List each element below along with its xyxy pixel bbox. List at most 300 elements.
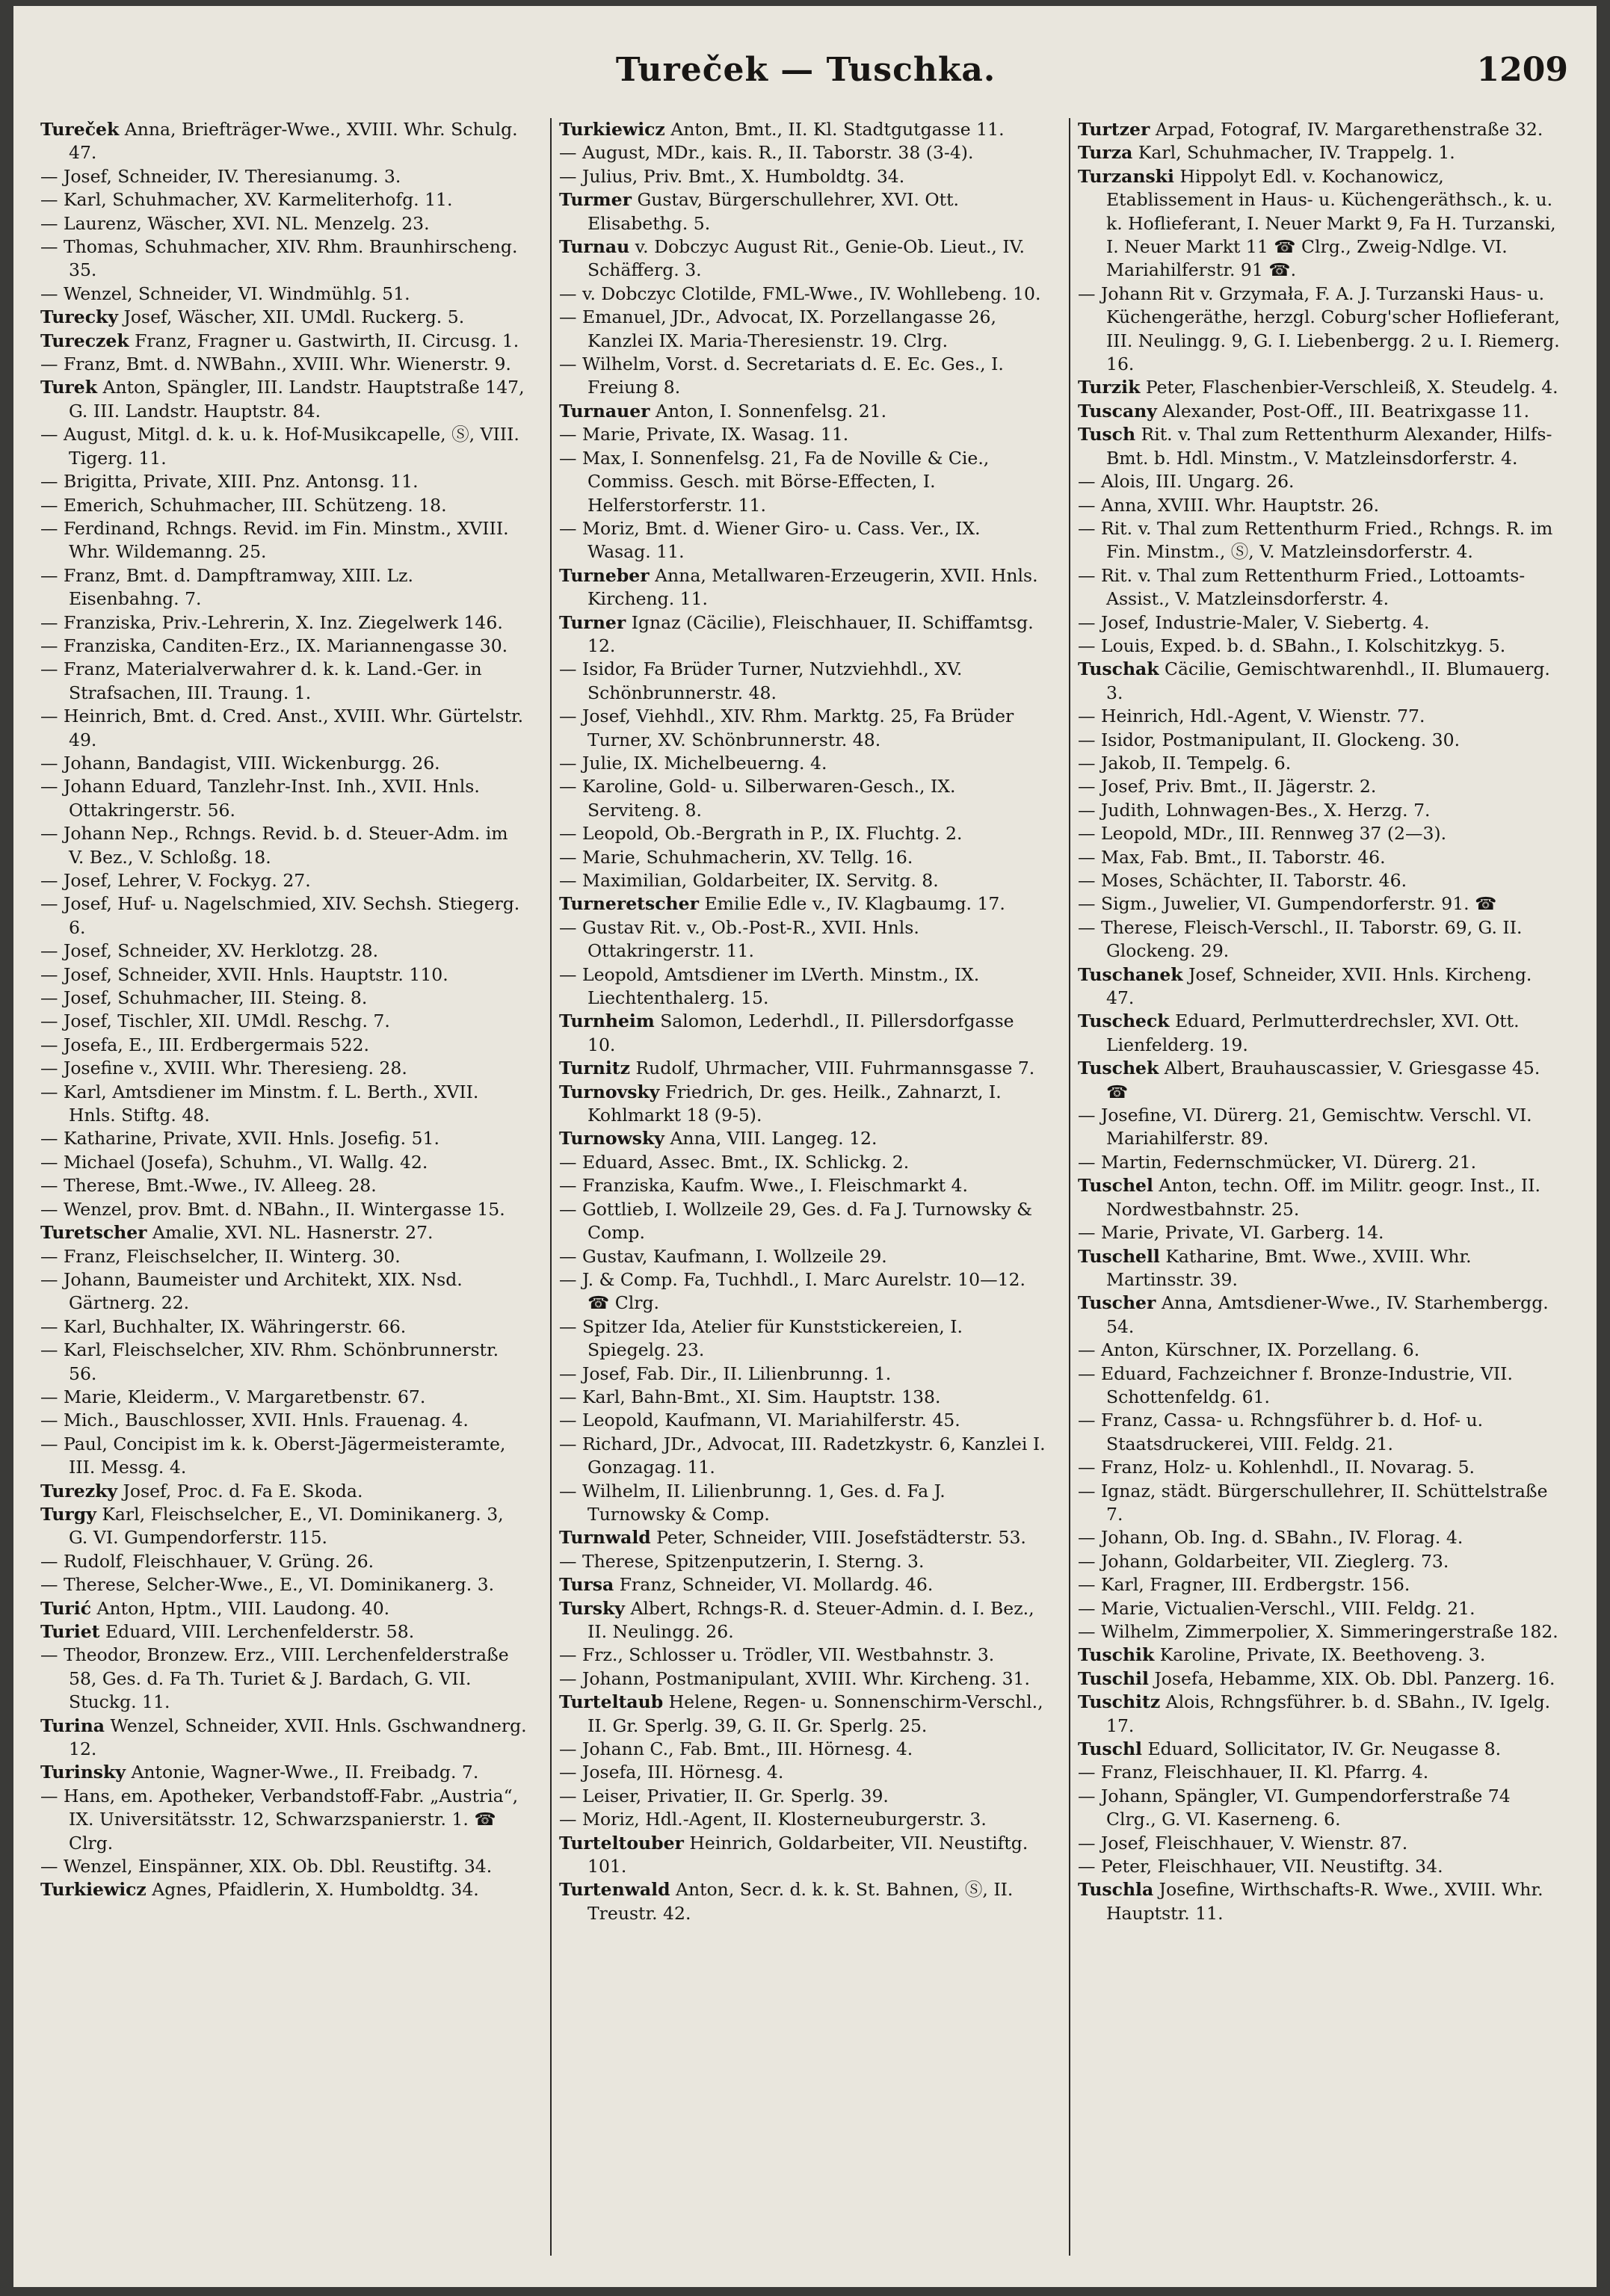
- directory-entry: [40, 611, 528, 635]
- directory-entry: [559, 1832, 1046, 1879]
- directory-entry: [1078, 494, 1565, 517]
- directory-entry: [559, 1315, 1046, 1363]
- entry-details: Peter, Schneider, VIII. Josefstädterstr. 53.: [650, 1527, 1026, 1549]
- entry-surname: Turinsky: [40, 1762, 126, 1783]
- entry-details: Heinrich, Goldarbeiter, VII. Neustiftg. 101.: [587, 1832, 1028, 1877]
- directory-entry: [40, 330, 528, 353]
- entry-surname: Tureczek: [40, 330, 129, 351]
- entry-surname: Turnovsky: [559, 1081, 660, 1102]
- entry-details: — Anton, Kürschner, IX. Porzellang. 6.: [1078, 1339, 1420, 1361]
- entry-details: Anton, Bmt., II. Kl. Stadtgutgasse 11.: [664, 119, 1005, 140]
- entry-details: — Gottlieb, I. Wollzeile 29, Ges. d. Fa J. Turnowsky & Comp.: [559, 1198, 1032, 1244]
- directory-entry: [1078, 1785, 1565, 1832]
- directory-entry: [1078, 611, 1565, 635]
- entry-details: Salomon, Lederhdl., II. Pillersdorfgasse 10.: [587, 1010, 1014, 1055]
- directory-entry: [1078, 470, 1565, 493]
- entry-surname: Tuschitz: [1078, 1691, 1161, 1713]
- directory-entry: [559, 869, 1046, 892]
- entry-surname: Turezky: [40, 1480, 118, 1502]
- directory-entry: [559, 1550, 1046, 1573]
- directory-entry: [40, 1315, 528, 1339]
- entry-details: — Michael (Josefa), Schuhm., VI. Wallg. 42.: [40, 1151, 428, 1173]
- entry-surname: Tuscheck: [1078, 1010, 1170, 1032]
- entry-details: — Josef, Schneider, IV. Theresianumg. 3.: [40, 165, 401, 187]
- entry-details: — Johann C., Fab. Bmt., III. Hörnesg. 4.: [559, 1738, 913, 1760]
- entry-details: — Marie, Private, VI. Garberg. 14.: [1078, 1222, 1384, 1244]
- directory-entry: [559, 1761, 1046, 1784]
- entry-details: — Isidor, Fa Brüder Turner, Nutzviehhdl., XV. Schönbrunnerstr. 48.: [559, 658, 963, 703]
- entry-details: Eduard, Sollicitator, IV. Gr. Neugasse 8.: [1141, 1738, 1502, 1760]
- directory-entry: [559, 1644, 1046, 1667]
- entry-details: — Franz, Bmt. d. NWBahn., XVIII. Whr. Wienerstr. 9.: [40, 354, 511, 375]
- directory-entry: [40, 963, 528, 987]
- directory-entry: [559, 1785, 1046, 1808]
- directory-entry: [40, 353, 528, 376]
- directory-entry: [1078, 1832, 1565, 1855]
- entry-details: — Therese, Fleisch-Verschl., II. Taborstr. 69, G. II. Glockeng. 29.: [1078, 916, 1523, 962]
- directory-entry: [40, 1644, 528, 1714]
- entry-surname: Turtzer: [1078, 119, 1150, 140]
- entry-surname: Turina: [40, 1715, 105, 1736]
- entry-details: Josef, Wäscher, XII. UMdl. Ruckerg. 5.: [118, 306, 465, 328]
- entry-details: — Julie, IX. Michelbeuerng. 4.: [559, 752, 827, 774]
- entry-details: — Leopold, Kaufmann, VI. Mariahilferstr. 45.: [559, 1410, 960, 1431]
- directory-entry: [1078, 517, 1565, 564]
- directory-entry: [40, 470, 528, 493]
- entry-details: Josefa, Hebamme, XIX. Ob. Dbl. Panzerg. 16.: [1148, 1667, 1555, 1689]
- entry-details: — Eduard, Assec. Bmt., IX. Schlickg. 2.: [559, 1151, 910, 1173]
- directory-entry: [559, 283, 1046, 306]
- directory-entry: [1078, 165, 1565, 283]
- directory-entry: [40, 1339, 528, 1386]
- directory-entry: [1078, 1620, 1565, 1644]
- entry-details: — Josef, Fleischhauer, V. Wienstr. 87.: [1078, 1832, 1408, 1854]
- entry-surname: Turneretscher: [559, 893, 699, 915]
- entry-details: — Brigitta, Private, XIII. Pnz. Antonsg. 11.: [40, 471, 419, 493]
- directory-entry: [40, 1198, 528, 1221]
- entry-details: Agnes, Pfaidlerin, X. Humboldtg. 34.: [146, 1879, 479, 1901]
- entry-details: — Karoline, Gold- u. Silberwaren-Gesch., IX. Serviteng. 8.: [559, 776, 956, 821]
- entry-surname: Turnitz: [559, 1058, 631, 1079]
- entry-details: — Alois, III. Ungarg. 26.: [1078, 471, 1295, 493]
- column-divider: [550, 118, 552, 2256]
- directory-entry: [559, 705, 1046, 752]
- directory-entry: [559, 1127, 1046, 1150]
- entry-details: — Marie, Schuhmacherin, XV. Tellg. 16.: [559, 846, 913, 868]
- directory-entry: [40, 1597, 528, 1620]
- directory-entry: [40, 165, 528, 188]
- entry-details: Arpad, Fotograf, IV. Margarethenstraße 32.: [1150, 119, 1543, 140]
- entry-details: Anna, Amtsdiener-Wwe., IV. Starhembergg. 54.: [1106, 1292, 1549, 1337]
- directory-entry: [40, 1174, 528, 1197]
- entry-surname: Turnowsky: [559, 1128, 664, 1149]
- entry-details: Anton, techn. Off. im Militr. geogr. Inst., II. Nordwestbahnstr. 25.: [1106, 1175, 1540, 1220]
- directory-entry: [1078, 423, 1565, 470]
- directory-entry: [559, 892, 1046, 916]
- directory-entry: [40, 987, 528, 1010]
- directory-entry: [1078, 1667, 1565, 1691]
- entry-details: — Franz, Cassa- u. Rchngsführer b. d. Hof- u. Staatsdruckerei, VIII. Feldg. 21.: [1078, 1410, 1484, 1454]
- directory-entry: [40, 939, 528, 963]
- entry-surname: Tuscany: [1078, 400, 1157, 422]
- directory-entry: [40, 752, 528, 775]
- entry-details: Hippolyt Edl. v. Kochanowicz, Etablissement in Haus- u. Küchengeräthsch., k. u. k. Hoflieferant, I. Neuer Markt 9, Fa H. Turzanski, I. Neuer Markt 11 ☎ Clrg., Zweig-Ndlge. VI. Mariahilferstr. 91 ☎.: [1106, 165, 1556, 281]
- directory-entry: [1078, 775, 1565, 798]
- directory-entry: [40, 494, 528, 517]
- directory-entry: [559, 1526, 1046, 1549]
- directory-entry: [559, 1691, 1046, 1738]
- entry-details: — Louis, Exped. b. d. SBahn., I. Kolschitzkyg. 5.: [1078, 635, 1506, 656]
- directory-entry: [559, 165, 1046, 188]
- entry-details: — Karl, Fleischselcher, XIV. Rhm. Schönbrunnerstr. 56.: [40, 1339, 499, 1384]
- entry-details: Rudolf, Uhrmacher, VIII. Fuhrmannsgasse 7.: [630, 1058, 1035, 1079]
- entry-surname: Turić: [40, 1597, 92, 1619]
- directory-entry: [1078, 729, 1565, 752]
- directory-entry: [1078, 1573, 1565, 1596]
- entry-details: Eduard, Perlmutterdrechsler, XVI. Ott. Lienfelderg. 19.: [1106, 1010, 1520, 1055]
- entry-details: — Marie, Victualien-Verschl., VIII. Feldg. 21.: [1078, 1597, 1475, 1619]
- directory-entry: [1078, 1104, 1565, 1151]
- entry-surname: Turnauer: [559, 400, 650, 422]
- entry-surname: Turtenwald: [559, 1879, 670, 1901]
- entry-surname: Turecky: [40, 306, 118, 328]
- entry-details: Albert, Brauhauscassier, V. Griesgasse 45. ☎: [1106, 1058, 1540, 1102]
- entry-details: — Karl, Amtsdiener im Minstm. f. L. Berth., XVII. Hnls. Stiftg. 48.: [40, 1081, 479, 1126]
- entry-details: — Franziska, Kaufm. Wwe., I. Fleischmarkt 4.: [559, 1175, 968, 1197]
- directory-entry: [1078, 1292, 1565, 1339]
- entry-surname: Tuschil: [1078, 1667, 1149, 1689]
- entry-details: — Heinrich, Hdl.-Agent, V. Wienstr. 77.: [1078, 706, 1425, 727]
- directory-entry: [1078, 1057, 1565, 1104]
- directory-entry: [40, 1550, 528, 1573]
- directory-entry: [1078, 1597, 1565, 1620]
- entry-details: Karl, Fleischselcher, E., VI. Dominikanerg. 3, G. VI. Gumpendorferstr. 115.: [69, 1503, 504, 1549]
- directory-entry: [40, 376, 528, 423]
- directory-entry: [1078, 1339, 1565, 1362]
- entry-surname: Tuschek: [1078, 1058, 1159, 1079]
- entry-details: Rit. v. Thal zum Rettenthurm Alexander, Hilfs-Bmt. b. Hdl. Minstm., V. Matzleinsdorferstr. 4.: [1106, 424, 1552, 469]
- entry-details: — Spitzer Ida, Atelier für Kunststickereien, I. Spiegelg. 23.: [559, 1315, 963, 1361]
- entry-details: — Heinrich, Bmt. d. Cred. Anst., XVIII. Whr. Gürtelstr. 49.: [40, 706, 524, 750]
- directory-entry: [559, 141, 1046, 164]
- entry-details: — Maximilian, Goldarbeiter, IX. Servitg. 8.: [559, 870, 939, 891]
- entry-details: — Johann Nep., Rchngs. Revid. b. d. Steuer-Adm. im V. Bez., V. Schloßg. 18.: [40, 823, 508, 868]
- entry-details: — Rit. v. Thal zum Rettenthurm Fried., Rchngs. R. im Fin. Minstm., Ⓢ, V. Matzleinsdorferstr. 4.: [1078, 517, 1553, 563]
- column-divider: [1069, 118, 1070, 2256]
- entry-details: Katharine, Bmt. Wwe., XVIII. Whr. Martinsstr. 39.: [1106, 1245, 1472, 1290]
- entry-details: — Karl, Fragner, III. Erdbergstr. 156.: [1078, 1574, 1410, 1596]
- entry-details: — Johann, Bandagist, VIII. Wickenburgg. 26.: [40, 752, 440, 774]
- entry-details: — Josefine, VI. Dürerg. 21, Gemischtw. Verschl. VI. Mariahilferstr. 89.: [1078, 1105, 1532, 1149]
- directory-entry: [1078, 1363, 1565, 1410]
- entry-details: — Paul, Concipist im k. k. Oberst-Jägermeisteramte, III. Messg. 4.: [40, 1433, 506, 1478]
- entry-surname: Turkiewicz: [40, 1879, 146, 1901]
- entry-details: Wenzel, Schneider, XVII. Hnls. Gschwandnerg. 12.: [69, 1715, 527, 1760]
- entry-details: Peter, Flaschenbier-Verschleiß, X. Steudelg. 4.: [1140, 377, 1558, 398]
- entry-details: Karl, Schuhmacher, IV. Trappelg. 1.: [1132, 142, 1455, 164]
- entry-details: Karoline, Private, IX. Beethoveng. 3.: [1154, 1644, 1486, 1666]
- entry-details: — Johann, Postmanipulant, XVIII. Whr. Kircheng. 31.: [559, 1667, 1030, 1689]
- entry-surname: Tursky: [559, 1597, 625, 1619]
- directory-entry: [40, 1034, 528, 1057]
- directory-entry: [559, 447, 1046, 517]
- directory-entry: [1078, 1456, 1565, 1479]
- directory-entry: [40, 1855, 528, 1878]
- directory-entry: [1078, 752, 1565, 775]
- directory-entry: [40, 306, 528, 329]
- entry-surname: Tursa: [559, 1574, 614, 1596]
- entry-details: — Josef, Industrie-Maler, V. Siebertg. 4.: [1078, 611, 1430, 633]
- entry-details: — Laurenz, Wäscher, XVI. NL. Menzelg. 23.: [40, 212, 430, 234]
- directory-entry: [1078, 118, 1565, 141]
- directory-entry: [559, 118, 1046, 141]
- entry-details: Franz, Fragner u. Gastwirth, II. Circusg. 1.: [129, 330, 519, 351]
- entry-details: Anton, Hptm., VIII. Laudong. 40.: [91, 1597, 390, 1619]
- entry-details: Anna, Metallwaren-Erzeugerin, XVII. Hnls. Kircheng. 11.: [587, 564, 1038, 610]
- entry-details: — Josefine v., XVIII. Whr. Theresieng. 28.: [40, 1058, 407, 1079]
- entry-details: Josef, Schneider, XVII. Hnls. Kircheng. 47.: [1106, 963, 1532, 1009]
- directory-entry: [1078, 1010, 1565, 1057]
- entry-details: — Hans, em. Apotheker, Verbandstoff-Fabr. „Austria“, IX. Universitätsstr. 12, Schwarzspanierstr. 1. ☎ Clrg.: [40, 1785, 519, 1854]
- entry-details: — August, MDr., kais. R., II. Taborstr. 38 (3-4).: [559, 142, 974, 164]
- directory-entry: [559, 611, 1046, 658]
- entry-details: — Karl, Buchhalter, IX. Währingerstr. 66.: [40, 1315, 407, 1337]
- directory-entry: [559, 1573, 1046, 1596]
- directory-entry: [1078, 869, 1565, 892]
- directory-entry: [559, 1057, 1046, 1080]
- entry-surname: Turnheim: [559, 1010, 655, 1032]
- entry-surname: Turnau: [559, 236, 630, 258]
- entry-surname: Turteltaub: [559, 1691, 664, 1713]
- directory-entry: [40, 1127, 528, 1150]
- directory-entry: [1078, 916, 1565, 963]
- directory-entry: [1078, 1409, 1565, 1456]
- directory-entry: [559, 846, 1046, 869]
- directory-entry: [1078, 658, 1565, 705]
- entry-details: Anton, I. Sonnenfelsg. 21.: [650, 400, 887, 422]
- entry-details: — Wenzel, Einspänner, XIX. Ob. Dbl. Reustiftg. 34.: [40, 1856, 493, 1877]
- entry-surname: Tuschel: [1078, 1175, 1153, 1197]
- entry-details: — Rit. v. Thal zum Rettenthurm Fried., Lottoamts-Assist., V. Matzleinsdorferstr. 4.: [1078, 564, 1526, 610]
- directory-entry: [1078, 1738, 1565, 1761]
- entry-details: — Franz, Holz- u. Kohlenhdl., II. Novarag. 5.: [1078, 1457, 1475, 1478]
- directory-entry: [1078, 283, 1565, 377]
- directory-entry: [559, 1597, 1046, 1644]
- directory-entry: [40, 869, 528, 892]
- entry-details: — Johann, Ob. Ing. d. SBahn., IV. Florag. 4.: [1078, 1527, 1464, 1549]
- directory-entry: [559, 400, 1046, 423]
- entry-details: — Leopold, MDr., III. Rennweg 37 (2—3).: [1078, 823, 1447, 845]
- entry-details: — Josef, Huf- u. Nagelschmied, XIV. Sechsh. Stiegerg. 6.: [40, 893, 520, 938]
- directory-entry: [40, 1268, 528, 1315]
- entry-details: — Rudolf, Fleischhauer, V. Grüng. 26.: [40, 1550, 374, 1572]
- entry-details: Ignaz (Cäcilie), Fleischhauer, II. Schiffamtsg. 12.: [587, 611, 1034, 656]
- entry-details: — Sigm., Juwelier, VI. Gumpendorferstr. 91. ☎: [1078, 893, 1497, 915]
- directory-entry: [1078, 400, 1565, 423]
- entry-details: — Josef, Fab. Dir., II. Lilienbrunng. 1.: [559, 1363, 892, 1384]
- entry-details: — Gustav Rit. v., Ob.-Post-R., XVII. Hnls. Ottakringerstr. 11.: [559, 916, 919, 962]
- entry-details: — Mich., Bauschlosser, XVII. Hnls. Frauenag. 4.: [40, 1410, 469, 1431]
- entry-details: — Richard, JDr., Advocat, III. Radetzkystr. 6, Kanzlei I. Gonzagag. 11.: [559, 1433, 1046, 1478]
- entry-details: Emilie Edle v., IV. Klagbaumg. 17.: [698, 893, 1005, 915]
- directory-entry: [1078, 892, 1565, 916]
- directory-entry: [40, 188, 528, 212]
- directory-entry: [1078, 635, 1565, 658]
- entry-details: — Franziska, Priv.-Lehrerin, X. Inz. Ziegelwerk 146.: [40, 611, 503, 633]
- directory-entry: [40, 1761, 528, 1784]
- directory-entry: [559, 353, 1046, 400]
- directory-entry: [1078, 1221, 1565, 1244]
- entry-details: Josefine, Wirthschafts-R. Wwe., XVIII. Whr. Hauptstr. 11.: [1106, 1879, 1543, 1924]
- directory-entry: [1078, 1245, 1565, 1292]
- entry-surname: Tuschell: [1078, 1245, 1160, 1267]
- directory-entry: [559, 775, 1046, 822]
- entry-details: Franz, Schneider, VI. Mollardg. 46.: [614, 1574, 934, 1596]
- entry-details: — Marie, Private, IX. Wasag. 11.: [559, 424, 849, 445]
- directory-entry: [1078, 846, 1565, 869]
- entry-details: Friedrich, Dr. ges. Heilk., Zahnarzt, I. Kohlmarkt 18 (9-5).: [587, 1081, 1002, 1126]
- directory-entry: [40, 1573, 528, 1596]
- directory-entry: [559, 1151, 1046, 1174]
- directory-entry: [1078, 1174, 1565, 1221]
- entry-details: — Emerich, Schuhmacher, III. Schützeng. 18.: [40, 494, 447, 516]
- entry-details: — Max, Fab. Bmt., II. Taborstr. 46.: [1078, 846, 1386, 868]
- entry-details: — Emanuel, JDr., Advocat, IX. Porzellangasse 26, Kanzlei IX. Maria-Theresienstr. 19. Clrg.: [559, 306, 996, 351]
- entry-surname: Turteltouber: [559, 1832, 684, 1854]
- entry-details: Anna, Briefträger-Wwe., XVIII. Whr. Schulg. 47.: [69, 119, 518, 164]
- entry-details: Josef, Proc. d. Fa E. Skoda.: [117, 1480, 363, 1502]
- directory-entry: [1078, 1855, 1565, 1878]
- directory-entry: [559, 1245, 1046, 1268]
- entry-details: Helene, Regen- u. Sonnenschirm-Verschl., II. Gr. Sperlg. 39, G. II. Gr. Sperlg. 25.: [587, 1691, 1043, 1736]
- page-header: [43, 51, 1568, 111]
- directory-entry: [559, 963, 1046, 1010]
- directory-entry: [40, 1878, 528, 1901]
- directory-entry: [1078, 141, 1565, 164]
- entry-details: — Josefa, E., III. Erdbergermais 522.: [40, 1034, 369, 1055]
- entry-details: — Johann, Baumeister und Architekt, XIX. Nsd. Gärtnerg. 22.: [40, 1268, 463, 1314]
- directory-entry: [559, 658, 1046, 705]
- running-title: Tureček — Tuschka.: [615, 51, 996, 89]
- entry-details: — Wilhelm, Vorst. d. Secretariats d. E. Ec. Ges., I. Freiung 8.: [559, 354, 1004, 398]
- directory-entry: [1078, 1644, 1565, 1667]
- entry-details: — Franz, Fleischselcher, II. Winterg. 30.: [40, 1245, 401, 1267]
- entry-details: — Leopold, Amtsdiener im LVerth. Minstm., IX. Liechtenthalerg. 15.: [559, 963, 980, 1009]
- directory-entry: [1078, 376, 1565, 399]
- entry-details: — Frz., Schlosser u. Trödler, VII. Westbahnstr. 3.: [559, 1644, 995, 1666]
- entry-details: — Josef, Schuhmacher, III. Steing. 8.: [40, 987, 368, 1009]
- directory-entry: [559, 564, 1046, 611]
- directory-entry: [40, 423, 528, 470]
- entry-details: — Johann Rit v. Grzymała, F. A. J. Turzanski Haus- u. Küchengeräthe, herzgl. Coburg'scher Hoflieferant, III. Neulingg. 9, G. I. Liebenbergg. 2 u. I. Riemerg. 16.: [1078, 283, 1560, 375]
- entry-details: — Franz, Fleischhauer, II. Kl. Pfarrg. 4.: [1078, 1762, 1429, 1783]
- directory-entry: [559, 1433, 1046, 1480]
- entry-surname: Turmer: [559, 189, 632, 211]
- entry-details: — Franziska, Canditen-Erz., IX. Mariannengasse 30.: [40, 635, 508, 656]
- entry-details: Anna, VIII. Langeg. 12.: [664, 1128, 878, 1149]
- directory-entry: [40, 1620, 528, 1644]
- entry-surname: Turek: [40, 377, 98, 398]
- entry-details: Cäcilie, Gemischtwarenhdl., II. Blumauerg. 3.: [1106, 658, 1550, 703]
- entry-surname: Tuscher: [1078, 1292, 1156, 1314]
- entry-surname: Tuschla: [1078, 1879, 1154, 1901]
- entry-details: — Isidor, Postmanipulant, II. Glockeng. 30.: [1078, 729, 1461, 750]
- entry-details: — Josef, Viehhdl., XIV. Rhm. Marktg. 25, Fa Brüder Turner, XV. Schönbrunnerstr. 48.: [559, 706, 1014, 750]
- entry-surname: Tuschl: [1078, 1738, 1142, 1760]
- directory-entry: [1078, 1761, 1565, 1784]
- directory-entry: [1078, 1526, 1565, 1549]
- entry-details: Gustav, Bürgerschullehrer, XVI. Ott. Elisabethg. 5.: [587, 189, 959, 234]
- entry-details: — Franz, Materialverwahrer d. k. k. Land.-Ger. in Strafsachen, III. Traung. 1.: [40, 658, 482, 703]
- entry-surname: Turzanski: [1078, 165, 1174, 187]
- entry-details: — Theodor, Bronzew. Erz., VIII. Lerchenfelderstraße 58, Ges. d. Fa Th. Turiet & J. Bardach, G. VII. Stuckg. 11.: [40, 1644, 509, 1713]
- entry-details: — Moses, Schächter, II. Taborstr. 46.: [1078, 870, 1407, 891]
- entry-details: — Wilhelm, Zimmerpolier, X. Simmeringerstraße 182.: [1078, 1621, 1558, 1642]
- entry-details: — Jakob, II. Tempelg. 6.: [1078, 752, 1292, 774]
- entry-details: Alois, Rchngsführer. b. d. SBahn., IV. Igelg. 17.: [1106, 1691, 1551, 1736]
- entry-details: — Josefa, III. Hörnesg. 4.: [559, 1762, 784, 1783]
- entry-details: — Eduard, Fachzeichner f. Bronze-Industrie, VII. Schottenfeldg. 61.: [1078, 1363, 1513, 1407]
- directory-entry: [559, 1081, 1046, 1128]
- directory-entry: [40, 1433, 528, 1480]
- entry-details: Antonie, Wagner-Wwe., II. Freibadg. 7.: [125, 1762, 479, 1783]
- entry-surname: Tusch: [1078, 424, 1136, 445]
- directory-entry: [40, 564, 528, 611]
- entry-details: Albert, Rchngs-R. d. Steuer-Admin. d. I. Bez., II. Neulingg. 26.: [587, 1597, 1034, 1642]
- directory-entry: [559, 1268, 1046, 1315]
- directory-entry: [40, 635, 528, 658]
- entry-details: — Peter, Fleischhauer, VII. Neustiftg. 34.: [1078, 1856, 1443, 1877]
- directory-entry: [40, 1785, 528, 1855]
- entry-details: — Moriz, Hdl.-Agent, II. Klosterneuburgerstr. 3.: [559, 1809, 987, 1830]
- directory-entry: [40, 822, 528, 869]
- entry-details: Anton, Spängler, III. Landstr. Hauptstraße 147, G. III. Landstr. Hauptstr. 84.: [69, 377, 525, 422]
- directory-entry: [559, 1386, 1046, 1409]
- entry-details: — Johann, Spängler, VI. Gumpendorferstraße 74 Clrg., G. VI. Kaserneng. 6.: [1078, 1785, 1511, 1830]
- entry-surname: Turner: [559, 611, 626, 633]
- directory-entry: [1078, 1691, 1565, 1738]
- entry-surname: Turetscher: [40, 1222, 147, 1244]
- directory-entry: [40, 283, 528, 306]
- directory-entry: [559, 822, 1046, 845]
- entry-surname: Turgy: [40, 1503, 96, 1525]
- entry-details: — Katharine, Private, XVII. Hnls. Josefig. 51.: [40, 1128, 439, 1149]
- entry-details: — Anna, XVIII. Whr. Hauptstr. 26.: [1078, 494, 1380, 516]
- directory-entry: [40, 1151, 528, 1174]
- entry-details: — Josef, Tischler, XII. UMdl. Reschg. 7.: [40, 1010, 390, 1032]
- entry-details: Amalie, XVI. NL. Hasnerstr. 27.: [146, 1222, 434, 1244]
- entry-details: — Thomas, Schuhmacher, XIV. Rhm. Braunhirscheng. 35.: [40, 236, 518, 281]
- entry-details: — Leiser, Privatier, II. Gr. Sperlg. 39.: [559, 1785, 889, 1806]
- entry-details: — Wenzel, Schneider, VI. Windmühlg. 51.: [40, 283, 410, 304]
- directory-entry: [40, 1409, 528, 1432]
- entry-details: — Therese, Bmt.-Wwe., IV. Alleeg. 28.: [40, 1175, 377, 1197]
- entry-details: — Ignaz, städt. Bürgerschullehrer, II. Schüttelstraße 7.: [1078, 1480, 1548, 1525]
- directory-entry: [559, 235, 1046, 283]
- entry-details: — Martin, Federnschmücker, VI. Dürerg. 21.: [1078, 1151, 1477, 1173]
- entry-details: — Max, I. Sonnenfelsg. 21, Fa de Noville & Cie., Commiss. Gesch. mit Börse-Effecten, I. Helferstorferstr. 11.: [559, 447, 990, 516]
- entry-surname: Tuschak: [1078, 658, 1159, 680]
- directory-entry: [40, 775, 528, 822]
- entry-details: — Therese, Selcher-Wwe., E., VI. Dominikanerg. 3.: [40, 1574, 495, 1596]
- entry-details: — Karl, Schuhmacher, XV. Karmeliterhofg. 11.: [40, 189, 453, 211]
- entry-surname: Turiet: [40, 1621, 100, 1642]
- directory-entry: [40, 658, 528, 705]
- entry-details: — Josef, Schneider, XV. Herklotzg. 28.: [40, 940, 379, 962]
- directory-entry: [40, 705, 528, 752]
- entry-details: v. Dobczyc August Rit., Genie-Ob. Lieut., IV. Schäfferg. 3.: [587, 236, 1025, 281]
- column-1: [40, 118, 528, 2271]
